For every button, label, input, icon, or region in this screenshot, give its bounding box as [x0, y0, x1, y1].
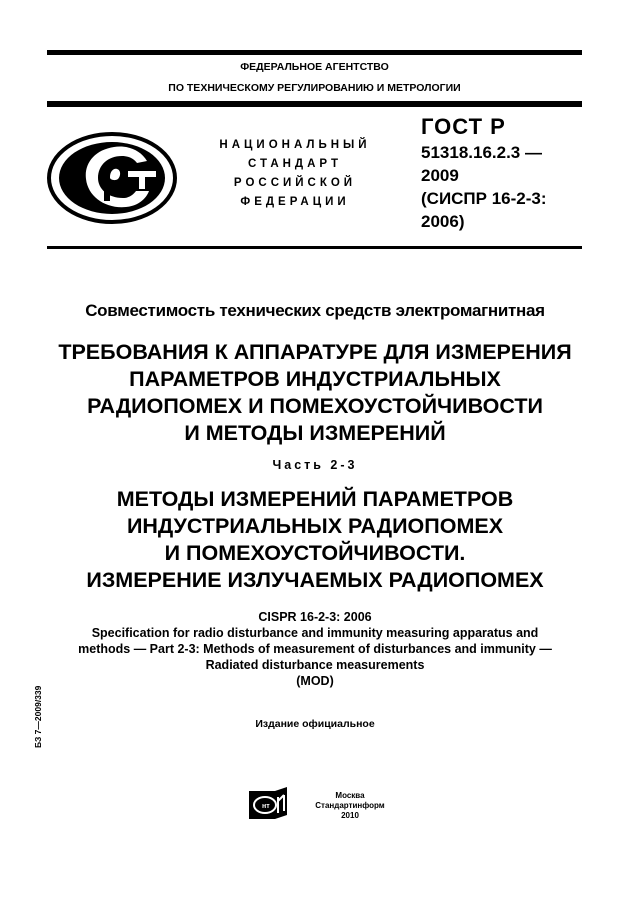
- edition-label: Издание официальное: [255, 718, 375, 730]
- masthead-rule: [47, 246, 582, 249]
- part-title-line-2: ИНДУСТРИАЛЬНЫХ РАДИОПОМЕХ: [126, 514, 504, 538]
- national-line-1: НАЦИОНАЛЬНЫЙ: [219, 139, 371, 151]
- designation-prefix: ГОСТ Р: [421, 114, 506, 139]
- standard-designation: [421, 113, 547, 233]
- side-code: БЗ 7—2009/339: [33, 685, 43, 748]
- designation-equivalent-year: 2006): [421, 212, 465, 231]
- part-label: Часть 2-3: [272, 458, 358, 472]
- part-title-line-1: МЕТОДЫ ИЗМЕРЕНИЙ ПАРАМЕТРОВ: [116, 487, 514, 511]
- cispr-modification: (MOD): [296, 674, 334, 688]
- part-title-line-4: ИЗМЕРЕНИЕ ИЗЛУЧАЕМЫХ РАДИОПОМЕХ: [86, 568, 544, 592]
- document-subject: Совместимость технических средств электромагнитная: [85, 301, 545, 320]
- international-reference: [40, 609, 590, 689]
- agency-rule: [47, 101, 582, 107]
- title-line-3: РАДИОПОМЕХ И ПОМЕХОУСТОЙЧИВОСТИ: [87, 394, 543, 418]
- svg-text:нт: нт: [262, 803, 270, 810]
- gost-r-logo-icon: [46, 131, 178, 225]
- title-line-2: ПАРАМЕТРОВ ИНДУСТРИАЛЬНЫХ: [129, 367, 501, 391]
- designation-equivalent: (СИСПР 16-2-3:: [421, 189, 547, 208]
- national-standard-label: [205, 136, 385, 212]
- cispr-line-1: Specification for radio disturbance and immunity measuring apparatus and: [91, 626, 539, 640]
- cispr-line-2: methods — Part 2-3: Methods of measurement of disturbances and immunity —: [78, 642, 552, 656]
- standartinform-logo-icon: [249, 787, 289, 819]
- document-title: [30, 339, 600, 447]
- agency-line-2: ПО ТЕХНИЧЕСКОМУ РЕГУЛИРОВАНИЮ И МЕТРОЛОГИИ: [168, 82, 461, 94]
- national-line-2: СТАНДАРТ: [248, 158, 342, 170]
- title-line-1: ТРЕБОВАНИЯ К АППАРАТУРЕ ДЛЯ ИЗМЕРЕНИЯ: [58, 340, 572, 364]
- part-title: [30, 486, 600, 594]
- title-line-4: И МЕТОДЫ ИЗМЕРЕНИЙ: [184, 421, 446, 445]
- publisher-city: Москва: [335, 791, 365, 800]
- national-line-3: РОССИЙСКОЙ: [233, 177, 357, 189]
- publisher-info: [305, 791, 395, 821]
- designation-number: 51318.16.2.3 —: [421, 143, 542, 162]
- designation-year: 2009: [421, 166, 459, 185]
- agency-line-1: ФЕДЕРАЛЬНОЕ АГЕНТСТВО: [240, 61, 389, 73]
- cispr-code: CISPR 16-2-3: 2006: [258, 610, 372, 624]
- publisher-year: 2010: [341, 811, 359, 820]
- top-rule: [47, 50, 582, 55]
- publisher-name: Стандартинформ: [315, 801, 385, 810]
- part-title-line-3: И ПОМЕХОУСТОЙЧИВОСТИ.: [164, 541, 466, 565]
- cispr-line-3: Radiated disturbance measurements: [205, 658, 425, 672]
- national-line-4: ФЕДЕРАЦИИ: [240, 196, 350, 208]
